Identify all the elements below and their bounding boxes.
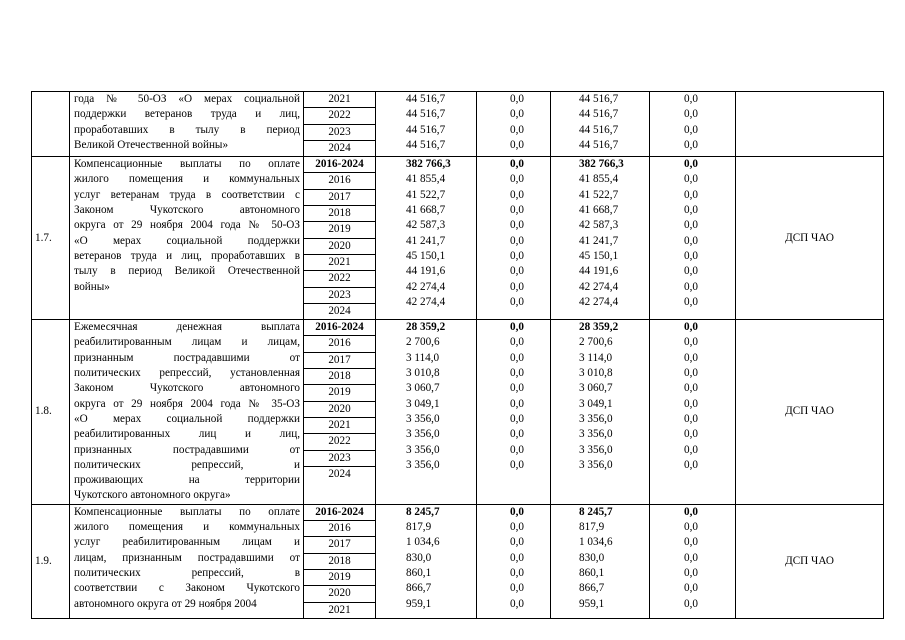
description-line: Компенсационные выплаты по оплате [74,505,300,518]
federal-budget-column [477,320,551,505]
table-cell: 0,0 [684,582,698,595]
description-line: признанным пострадавшими от [74,351,300,364]
table-cell: 3 010,8 [406,367,440,380]
table-cell: 0,0 [510,158,524,171]
item-number: 1.9. [32,504,70,618]
table-cell: 0,0 [684,93,698,105]
budget-table [31,91,884,619]
table-cell: 2017 [304,190,375,206]
table-cell: 42 274,4 [406,295,446,308]
table-cell: 0,0 [510,566,524,579]
table-cell: 0,0 [684,351,698,364]
table-cell: 44 516,7 [406,123,446,136]
other-sources-column [650,504,736,618]
table-cell: 28 359,2 [579,321,619,334]
description-line: ветеранов труда и лиц, проработавших в [74,249,300,262]
table-cell: 817,9 [579,521,605,534]
table-cell: 2016 [304,173,375,189]
table-cell: 3 356,0 [579,458,613,471]
table-cell: 2016-2024 [304,320,375,336]
table-cell: 2020 [304,586,375,602]
period-column [304,92,376,157]
table-cell: 0,0 [510,173,524,186]
table-cell: 0,0 [510,219,524,232]
table-cell: 0,0 [510,582,524,595]
description-line: года № 50-ОЗ «О мерах социальной [74,93,300,105]
table-cell: 0,0 [510,234,524,247]
table-cell: 0,0 [684,234,698,247]
table-cell: 3 114,0 [579,351,613,364]
description-line: признанных пострадавшими от [74,443,300,456]
table-cell: 1 034,6 [406,536,440,549]
table-row [32,504,884,618]
table-cell: 0,0 [510,123,524,136]
table-cell: 41 241,7 [406,234,446,247]
table-cell: 41 522,7 [406,188,446,201]
table-cell: 2019 [304,222,375,238]
description-line: «О мерах социальной поддержки [74,234,300,247]
description-line: округа от 29 ноября 2004 года № 50-ОЗ [74,219,300,232]
table-cell: 2018 [304,206,375,222]
table-cell: 41 668,7 [406,204,446,217]
table-cell: 3 049,1 [406,397,440,410]
table-cell: 2018 [304,554,375,570]
table-cell: 2020 [304,402,375,418]
table-cell: 0,0 [510,443,524,456]
table-cell: 44 516,7 [579,93,619,105]
table-cell: 0,0 [510,204,524,217]
period-column [304,157,376,320]
other-sources-column [650,157,736,320]
table-cell: 44 191,6 [579,265,619,278]
table-cell: 0,0 [510,93,524,105]
table-cell: 2022 [304,434,375,450]
measure-description [70,157,304,320]
table-cell: 0,0 [684,536,698,549]
table-cell: 0,0 [510,249,524,262]
table-cell: 3 356,0 [579,428,613,441]
table-cell: 42 274,4 [579,280,619,293]
description-line: Ежемесячная денежная выплата [74,321,300,334]
period-column [304,320,376,505]
table-cell: 830,0 [406,551,432,564]
table-cell: 382 766,3 [579,158,624,171]
table-cell: 1 034,6 [579,536,613,549]
executor: ДСП ЧАО [736,320,884,505]
description-line: тылу в период Великой Отечественной [74,265,300,278]
table-cell: 0,0 [684,173,698,186]
table-cell: 0,0 [510,397,524,410]
table-cell: 0,0 [510,521,524,534]
table-cell: 44 516,7 [579,138,619,151]
table-cell: 0,0 [510,108,524,121]
table-cell: 0,0 [684,597,698,610]
table-cell: 3 356,0 [406,412,440,425]
table-cell: 0,0 [510,138,524,151]
description-line: реабилитированным лицам и лицам, [74,336,300,349]
table-cell: 2021 [304,92,375,108]
table-cell: 0,0 [510,295,524,308]
table-cell: 3 114,0 [406,351,440,364]
table-cell: 2019 [304,570,375,586]
table-cell: 42 587,3 [406,219,446,232]
measure-description [70,320,304,505]
table-cell: 2016 [304,521,375,537]
measure-description [70,504,304,618]
table-cell: 0,0 [684,108,698,121]
table-cell: 0,0 [510,351,524,364]
description-line: реабилитированных лиц и лиц, [74,428,300,441]
table-cell: 0,0 [684,397,698,410]
description-line: соответствии с Законом Чукотского [74,582,300,595]
description-line: Законом Чукотского автономного [74,204,300,217]
description-line: политических репрессий, в [74,566,300,579]
table-cell: 2023 [304,451,375,467]
table-cell: 2024 [328,467,351,480]
table-cell: 3 010,8 [579,367,613,380]
table-cell: 0,0 [510,321,524,334]
item-number: 1.8. [32,320,70,505]
description-line: жилого помещения и коммунальных [74,173,300,186]
table-cell: 0,0 [510,336,524,349]
table-cell: 0,0 [684,265,698,278]
table-row [32,320,884,505]
table-cell: 41 241,7 [579,234,619,247]
table-cell: 0,0 [684,443,698,456]
executor: ДСП ЧАО [736,504,884,618]
table-cell: 2021 [304,418,375,434]
table-cell: 0,0 [684,367,698,380]
table-cell: 0,0 [510,280,524,293]
table-cell: 3 356,0 [579,443,613,456]
period-column [304,504,376,618]
description-line: Великой Отечественной войны» [74,138,229,151]
table-cell: 0,0 [510,412,524,425]
table-cell: 0,0 [684,158,698,171]
table-cell: 0,0 [684,204,698,217]
description-line: Законом Чукотского автономного [74,382,300,395]
other-sources-column [650,320,736,505]
table-cell: 0,0 [684,505,698,518]
table-cell: 2023 [304,288,375,304]
description-line: автономного округа от 29 ноября 2004 [74,597,257,610]
table-cell: 866,7 [579,582,605,595]
table-cell: 2019 [304,385,375,401]
district-budget-column [551,504,650,618]
description-line: жилого помещения и коммунальных [74,521,300,534]
table-cell: 41 855,4 [579,173,619,186]
table-cell: 2016 [304,336,375,352]
table-cell: 2024 [328,304,351,317]
table-cell: 0,0 [510,536,524,549]
table-cell: 0,0 [684,295,698,308]
district-budget-column [551,92,650,157]
table-cell: 3 356,0 [406,458,440,471]
item-number [32,92,70,157]
table-cell: 2016-2024 [304,505,375,521]
total-amount-column [376,92,477,157]
description-line: проработавших в тылу в период [74,123,300,136]
table-cell: 866,7 [406,582,432,595]
table-cell: 0,0 [684,321,698,334]
measure-description [70,92,304,157]
table-cell: 0,0 [510,597,524,610]
table-cell: 0,0 [684,188,698,201]
table-cell: 0,0 [684,566,698,579]
table-cell: 0,0 [510,188,524,201]
table-cell: 2016-2024 [304,157,375,173]
table-cell: 860,1 [579,566,605,579]
table-cell: 44 516,7 [406,138,446,151]
table-cell: 28 359,2 [406,321,446,334]
executor: ДСП ЧАО [736,157,884,320]
table-cell: 3 060,7 [579,382,613,395]
table-cell: 959,1 [579,597,605,610]
item-number: 1.7. [32,157,70,320]
table-cell: 42 274,4 [406,280,446,293]
federal-budget-column [477,157,551,320]
total-amount-column [376,504,477,618]
table-cell: 44 516,7 [579,108,619,121]
table-cell: 2021 [328,603,351,616]
table-cell: 959,1 [406,597,432,610]
table-cell: 3 356,0 [406,443,440,456]
table-cell: 8 245,7 [579,505,613,518]
district-budget-column [551,320,650,505]
table-cell: 0,0 [510,458,524,471]
table-cell: 2022 [304,271,375,287]
table-cell: 2020 [304,239,375,255]
table-cell: 0,0 [684,412,698,425]
table-cell: 2017 [304,537,375,553]
table-cell: 3 049,1 [579,397,613,410]
table-cell: 2021 [304,255,375,271]
table-cell: 382 766,3 [406,158,451,171]
table-cell: 0,0 [510,367,524,380]
table-cell: 2024 [328,141,351,154]
table-cell: 0,0 [684,521,698,534]
table-cell: 2023 [304,125,375,141]
table-cell: 0,0 [684,249,698,262]
table-cell: 45 150,1 [406,249,446,262]
description-line: округа от 29 ноября 2004 года № 35-ОЗ [74,397,300,410]
table-cell: 41 855,4 [406,173,446,186]
table-cell: 817,9 [406,521,432,534]
table-cell: 0,0 [510,428,524,441]
table-cell: 2 700,6 [579,336,613,349]
table-cell: 0,0 [684,551,698,564]
table-row [32,157,884,320]
federal-budget-column [477,92,551,157]
total-amount-column [376,320,477,505]
description-line: войны» [74,280,110,293]
table-cell: 44 516,7 [579,123,619,136]
table-cell: 0,0 [684,219,698,232]
description-line: политических репрессий, и [74,458,300,471]
table-cell: 44 516,7 [406,93,446,105]
table-cell: 830,0 [579,551,605,564]
description-line: услуг ветеранам труда в соответствии с [74,188,300,201]
description-line: поддержки ветеранов труда и лиц, [74,108,300,121]
table-cell: 3 060,7 [406,382,440,395]
total-amount-column [376,157,477,320]
table-cell: 3 356,0 [579,412,613,425]
table-body [32,92,884,619]
table-cell: 0,0 [684,458,698,471]
table-cell: 0,0 [684,336,698,349]
description-line: лицам, признанным пострадавшими от [74,551,300,564]
district-budget-column [551,157,650,320]
table-cell: 2022 [304,108,375,124]
description-line: «О мерах социальной поддержки [74,412,300,425]
table-cell: 0,0 [684,138,698,151]
description-line: проживающих на территории [74,474,300,487]
description-line: Компенсационные выплаты по оплате [74,158,300,171]
table-cell: 0,0 [510,505,524,518]
table-cell: 0,0 [684,123,698,136]
table-cell: 41 522,7 [579,188,619,201]
table-cell: 45 150,1 [579,249,619,262]
description-line: услуг реабилитированным лицам и [74,536,300,549]
table-cell: 44 516,7 [406,108,446,121]
table-cell: 0,0 [684,428,698,441]
table-cell: 3 356,0 [406,428,440,441]
description-line: Чукотского автономного округа» [74,489,231,502]
table-cell: 0,0 [684,382,698,395]
table-cell: 42 587,3 [579,219,619,232]
executor [736,92,884,157]
table-cell: 2018 [304,369,375,385]
table-cell: 44 191,6 [406,265,446,278]
table-cell: 2017 [304,353,375,369]
table-cell: 2 700,6 [406,336,440,349]
table-cell: 0,0 [510,551,524,564]
table-cell: 42 274,4 [579,295,619,308]
table-row [32,92,884,157]
federal-budget-column [477,504,551,618]
table-cell: 41 668,7 [579,204,619,217]
table-cell: 0,0 [684,280,698,293]
table-cell: 0,0 [510,382,524,395]
table-cell: 8 245,7 [406,505,440,518]
table-cell: 0,0 [510,265,524,278]
table-cell: 860,1 [406,566,432,579]
description-line: политических репрессий, установленная [74,367,300,380]
other-sources-column [650,92,736,157]
